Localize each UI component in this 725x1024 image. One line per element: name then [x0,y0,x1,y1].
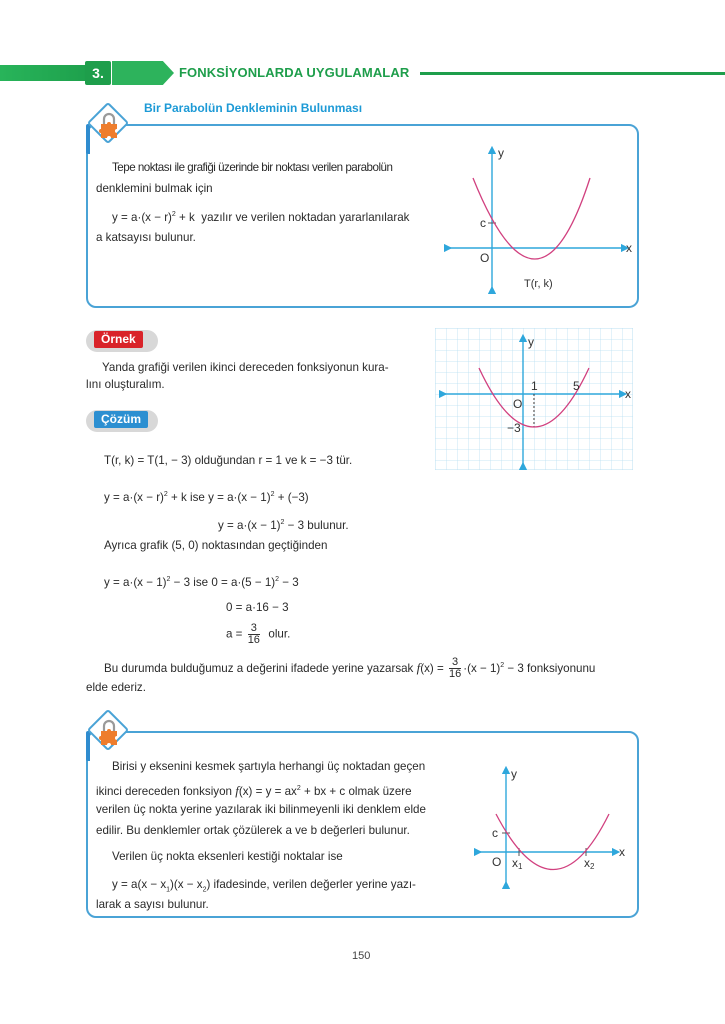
svg-text:c: c [480,216,486,230]
page-number: 150 [352,950,371,962]
solution-line5: $y = a\cdot(x - 1)^2 - 3$ ise $0 = a\cdot(5 - 1)^2 - 3$ [104,576,299,589]
svg-text:y: y [511,767,517,781]
svg-text:y: y [498,146,504,160]
svg-text:1: 1 [531,379,538,393]
box1-formula: y = a·(x − r) [112,211,172,224]
svg-text:x1: x1 [512,856,523,871]
svg-text:O: O [492,855,502,869]
box1-title: Bir Parabolün Denkleminin Bulunması [144,101,363,115]
header-green-bar [0,65,90,81]
conclusion-line2: elde ederiz. [86,681,146,694]
solution-label: Çözüm [94,411,148,428]
svg-text:T(r, k): T(r, k) [524,278,553,290]
box1-line3-tail: yazılır ve verilen noktadan yararlanılarak [201,211,410,224]
svg-text:x2: x2 [584,856,595,871]
box1-accent [86,124,90,154]
box1-formula-line: $y = a\cdot(x - r)^2 + k$ yazılır ve verilen noktadan yararlanılarak [112,211,410,224]
solution-line3: $y = a\cdot(x - 1)^2 - 3$ bulunur. [218,519,349,532]
header-rule [420,72,725,75]
box1-line1: Tepe noktası ile grafiği üzerinde bir noktası verilen parabolün [112,161,393,174]
box2-line2: ikinci dereceden fonksiyon $f(x) = y = ax^2$ + bx + c olmak üzere [96,783,412,798]
svg-text:y: y [528,335,534,349]
parabola-curve [473,178,590,259]
example-label: Örnek [94,331,143,348]
svg-text:x: x [619,845,625,859]
svg-text:−3: −3 [507,421,521,435]
solution-line4: Ayrıca grafik (5, 0) noktasından geçtiğinden [104,539,328,552]
chapter-number: 3. [85,61,111,85]
box2-line3: verilen üç nokta yerine yazılarak iki bilinmeyenli iki denklem elde [96,803,426,816]
example-text-line1: Yanda grafiği verilen ikinci dereceden fonksiyonun kura- [102,361,389,374]
solution-line2: $y = a\cdot(x - r)^2 + k$ ise $y = a\cdot(x - 1)^2 + (-3)$ [104,491,309,504]
box1-line4: a katsayısı bulunur. [96,231,196,244]
solution-line6: 0 = a·16 − 3 [226,601,289,614]
box1-line2: denklemini bulmak için [96,182,213,195]
box2-accent [86,731,90,761]
lock-puzzle-icon [94,110,124,140]
lock-puzzle-icon [94,717,124,747]
box2-line4: edilir. Bu denklemler ortak çözülerek a ve b değerleri bulunur. [96,824,410,837]
box2-line6: $y = a(x - x_1)(x - x_2)$ ifadesinde, verilen değerler yerine yazı- [112,878,416,894]
box1-parabola-graph [440,140,640,300]
fraction-3-16: $\frac{3}{16}$ [247,622,260,646]
header-arrow-shape [112,61,174,85]
solution-line7: a = $\frac{3}{16}$ olur. [226,622,291,646]
svg-text:x: x [625,387,631,401]
box2-line7: larak a sayısı bulunur. [96,898,209,911]
svg-text:O: O [513,397,523,411]
svg-text:O: O [480,251,490,265]
example-text-line2: lını oluşturalım. [86,378,165,391]
chapter-title: FONKSİYONLARDA UYGULAMALAR [179,65,410,80]
box2-line5: Verilen üç nokta eksenleri kestiği noktalar ise [112,850,343,863]
solution-line1: T(r, k) = T(1, − 3) olduğundan r = 1 ve k = −3 tür. [104,454,353,467]
box2-parabola-graph [470,760,640,890]
svg-text:5: 5 [573,379,580,393]
svg-text:c: c [492,826,498,840]
example-grid-graph [435,328,633,470]
box2-line1: Birisi y eksenini kesmek şartıyla herhangi üç noktadan geçen [112,760,426,773]
svg-text:x: x [626,241,632,255]
conclusion-line1: Bu durumda bulduğumuz a değerini ifadede yerine yazarsak f(x) = $\frac{3}{16}$ $\cdot(x - 1)^2 - 3$ fonksiyonunu [104,656,596,681]
